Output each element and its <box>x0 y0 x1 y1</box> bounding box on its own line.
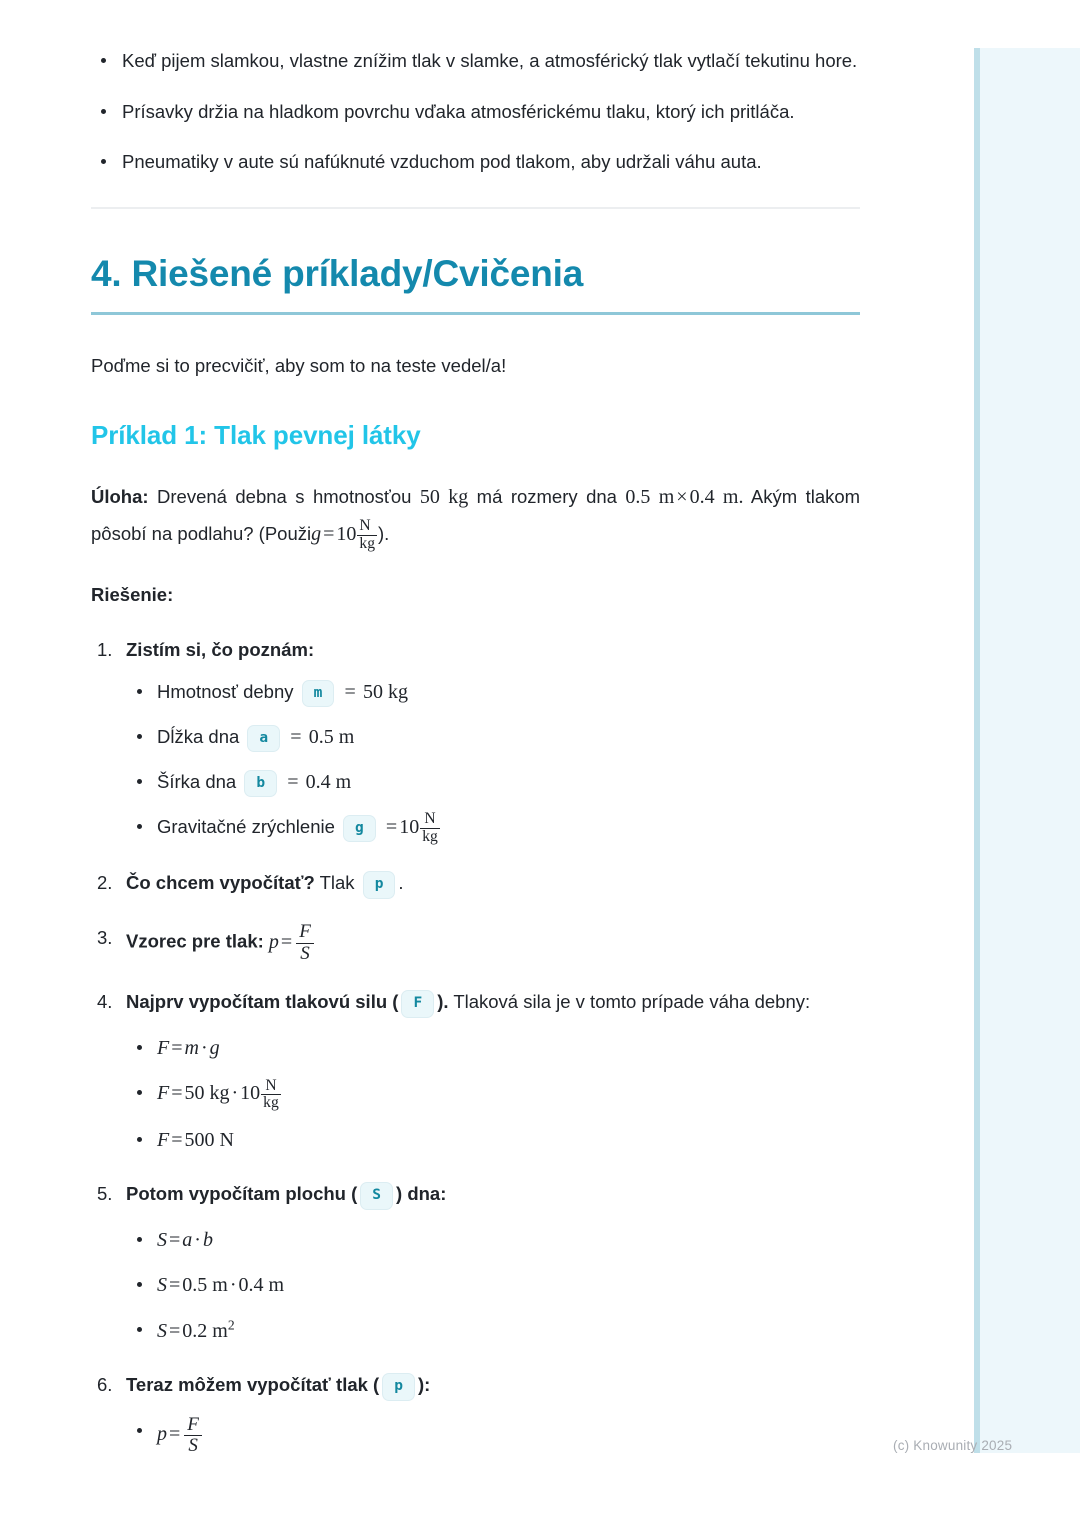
formula-lhs: F <box>157 1129 170 1152</box>
formula-var-2: b <box>202 1229 213 1252</box>
variable-badge-m[interactable]: m <box>302 680 335 708</box>
step-heading-post: ): <box>417 1374 431 1395</box>
task-text-part-3: Akým tlakom pôsobí na podlahu? (Použi <box>91 486 861 544</box>
intro-bullet-list <box>91 44 860 179</box>
solution-step <box>91 634 860 845</box>
task-g-value: 10 <box>336 522 357 545</box>
task-g-variable: g <box>311 522 322 545</box>
section-heading: 4. Riešené príklady/Cvičenia <box>91 252 584 294</box>
quantity-value: 0.4 m <box>305 770 352 793</box>
formula-lhs: S <box>157 1320 167 1342</box>
step-heading: Vzorec pre tlak: <box>126 930 264 952</box>
solution-step <box>91 867 860 900</box>
formula-value-2: 0.4 m <box>238 1274 285 1297</box>
area-formula <box>157 1229 213 1251</box>
variable-badge-F[interactable]: F <box>401 990 434 1018</box>
equals-sign: = <box>280 930 293 953</box>
list-item <box>126 1124 860 1156</box>
formula-lhs: S <box>157 1229 167 1252</box>
list-item <box>126 721 860 753</box>
force-result <box>157 1129 234 1151</box>
copyright-watermark: (c) Knowunity 2025 <box>893 1438 1013 1453</box>
fraction-numerator: N <box>359 517 371 535</box>
multiplication-dot: · <box>200 1036 208 1059</box>
formula-var-2: g <box>209 1036 220 1059</box>
step-tail-text: Tlak <box>319 872 355 894</box>
section-heading-underline <box>91 312 860 315</box>
unit-fraction <box>419 810 441 845</box>
step-tail-text: Tlaková sila je v tomto prípade váha debny: <box>453 991 811 1013</box>
equals-sign: = <box>344 680 356 703</box>
formula-lhs: F <box>157 1081 170 1104</box>
formula-lhs: S <box>157 1274 167 1297</box>
list-item <box>126 1314 860 1347</box>
task-period: . <box>738 486 744 509</box>
formula-value-1: 500 N <box>184 1129 234 1152</box>
multiplication-dot: · <box>231 1081 239 1104</box>
example-heading: Príklad 1: Tlak pevnej látky <box>91 420 421 451</box>
step-period: . <box>398 872 404 894</box>
fraction-numerator: F <box>187 1413 199 1435</box>
solution-label: Riešenie: <box>91 584 174 606</box>
formula-var-1: m <box>184 1036 199 1059</box>
variable-badge-p[interactable]: p <box>363 871 396 899</box>
equals-sign: = <box>287 770 299 793</box>
step-formula-list <box>126 1415 860 1457</box>
list-item <box>126 766 860 798</box>
formula-value-2: 10 <box>240 1081 261 1104</box>
quantity-value: 50 kg <box>362 680 408 703</box>
quantity-label: Hmotnosť debny <box>157 680 294 702</box>
quantity-label: Dĺžka dna <box>157 725 240 747</box>
multiplication-dot: · <box>229 1274 237 1297</box>
quantity-label: Šírka dna <box>157 770 237 792</box>
equals-sign: = <box>169 1320 181 1342</box>
variable-badge-b[interactable]: b <box>244 770 277 798</box>
step-heading-pre: Teraz môžem vypočítať tlak ( <box>126 1374 380 1395</box>
task-text-part-1: Drevená debna s hmotnosťou <box>157 486 412 508</box>
formula-value-1: 0.2 m <box>182 1320 228 1342</box>
step-heading-pre: Najprv vypočítam tlakovú silu ( <box>126 991 399 1013</box>
equals-sign: = <box>385 815 398 838</box>
task-label: Úloha: <box>91 486 149 508</box>
fraction-denominator: kg <box>359 534 375 552</box>
task-times-symbol: × <box>676 486 688 509</box>
quantity-label: Gravitačné zrýchlenie <box>157 815 335 837</box>
step-heading-post: ) dna: <box>396 1183 447 1205</box>
intro-bullet-text: Pneumatiky v aute sú nafúknuté vzduchom pod tlakom, aby udržali váhu auta. <box>122 151 762 173</box>
force-formula <box>157 1037 220 1059</box>
equals-sign: = <box>171 1036 183 1059</box>
solution-step <box>91 922 860 964</box>
decorative-side-strip <box>974 48 1080 1453</box>
solution-step <box>91 1369 860 1457</box>
force-substitution <box>157 1076 282 1112</box>
step-formula-list <box>126 1224 860 1347</box>
list-item <box>91 44 860 78</box>
list-item <box>126 1077 860 1111</box>
formula-lhs: p <box>268 930 279 953</box>
step-heading-post: ). <box>437 991 449 1013</box>
list-item <box>126 1269 860 1301</box>
task-statement <box>91 479 860 552</box>
equals-sign: = <box>290 725 302 748</box>
equals-sign: = <box>169 1229 181 1252</box>
fraction-numerator: F <box>299 921 311 942</box>
list-item <box>126 811 860 845</box>
section-divider <box>91 207 860 209</box>
list-item <box>126 676 860 708</box>
exponent: 2 <box>227 1317 235 1333</box>
list-item <box>91 145 860 179</box>
equals-sign: = <box>169 1274 181 1297</box>
formula-var-1: a <box>182 1229 193 1252</box>
variable-badge-g[interactable]: g <box>343 815 376 843</box>
area-substitution <box>157 1274 284 1296</box>
variable-badge-p[interactable]: p <box>382 1373 415 1401</box>
equals-sign: = <box>169 1423 181 1446</box>
fraction-numerator: N <box>424 810 436 828</box>
list-item <box>126 1032 860 1064</box>
step-formula-list <box>126 1032 860 1156</box>
task-g-equals: = <box>323 522 335 545</box>
fraction-numerator: N <box>265 1076 277 1094</box>
intro-bullet-text: Keď pijem slamkou, vlastne znížim tlak v slamke, a atmosférický tlak vytlačí tekutinu hore. <box>122 50 858 71</box>
pressure-formula <box>268 921 316 964</box>
list-item <box>126 1224 860 1256</box>
area-result <box>157 1317 235 1342</box>
multiplication-dot: · <box>194 1229 201 1252</box>
task-dimension-a: 0.5 m <box>625 486 675 509</box>
quantity-value: 10 <box>399 815 420 838</box>
quantity-value: 0.5 m <box>308 725 355 748</box>
variable-badge-S[interactable]: S <box>360 1182 393 1210</box>
solution-step <box>91 1178 860 1347</box>
fraction-denominator: S <box>296 943 314 965</box>
task-mass-value: 50 kg <box>419 486 469 509</box>
fraction-denominator: S <box>184 1435 202 1457</box>
list-item <box>126 1415 860 1457</box>
step-sub-list <box>126 676 860 845</box>
task-dimension-b: 0.4 m <box>689 486 739 509</box>
formula-lhs: p <box>157 1423 167 1446</box>
task-text-part-2: má rozmery dna <box>476 486 617 508</box>
fraction-denominator: kg <box>263 1094 279 1112</box>
variable-badge-a[interactable]: a <box>247 725 280 753</box>
section-intro-text: Poďme si to precvičiť, aby som to na teste vedel/a! <box>91 354 507 376</box>
equals-sign: = <box>171 1081 183 1104</box>
pressure-result-formula <box>157 1413 204 1457</box>
list-item <box>91 95 860 129</box>
solution-step <box>91 986 860 1156</box>
solution-steps-list <box>91 634 860 1457</box>
step-heading: Zistím si, čo poznám: <box>126 638 315 660</box>
formula-value-1: 0.5 m <box>182 1274 228 1297</box>
equals-sign: = <box>171 1129 183 1152</box>
formula-value-1: 50 kg <box>184 1081 230 1104</box>
unit-fraction <box>261 1078 281 1112</box>
task-g-unit-fraction <box>356 517 378 552</box>
formula-lhs: F <box>157 1036 170 1059</box>
step-heading: Čo chcem vypočítať? <box>126 872 315 894</box>
fraction-denominator: kg <box>422 827 438 845</box>
task-text-part-4: ). <box>378 522 390 544</box>
step-heading-pre: Potom vypočítam plochu ( <box>126 1183 358 1205</box>
intro-bullet-text: Prísavky držia na hladkom povrchu vďaka atmosférickému tlaku, ktorý ich pritláča. <box>122 100 795 122</box>
